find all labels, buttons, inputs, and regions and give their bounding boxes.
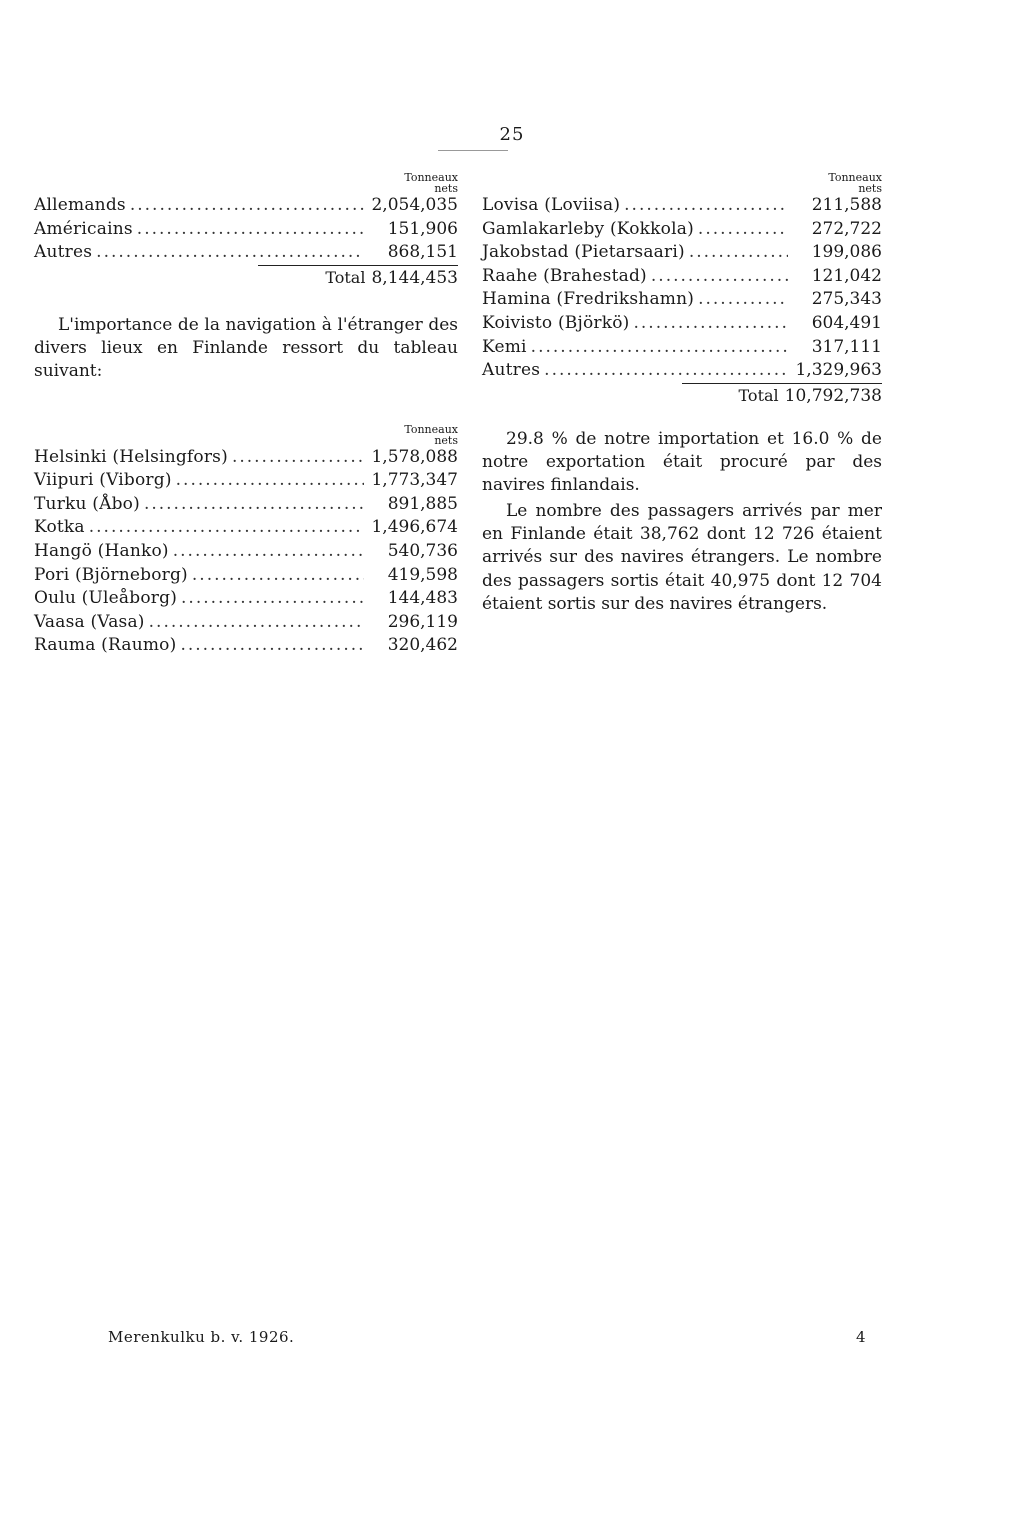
leader-dots bbox=[180, 634, 364, 658]
row-label: Autres bbox=[482, 360, 541, 381]
row-label: Gamlakarleby (Kokkola) bbox=[482, 218, 694, 239]
trade-share-paragraph: 29.8 % de notre importation et 16.0 % de notre exportation était procuré par des navires finlandais. bbox=[482, 428, 882, 496]
leader-dots bbox=[633, 312, 788, 336]
table-row bbox=[482, 241, 882, 265]
unit-header-line2: nets bbox=[434, 433, 458, 447]
table-row bbox=[34, 540, 458, 564]
row-label: Autres bbox=[34, 242, 93, 263]
leader-dots bbox=[130, 194, 364, 218]
unit-header-line2: nets bbox=[434, 182, 458, 195]
left-column bbox=[34, 172, 458, 658]
row-label: Vaasa (Vasa) bbox=[34, 611, 145, 632]
table-row bbox=[482, 312, 882, 336]
row-label: Turku (Åbo) bbox=[34, 493, 140, 514]
leader-dots bbox=[89, 516, 364, 540]
table-row bbox=[482, 336, 882, 360]
row-value: 868,151 bbox=[387, 242, 458, 263]
table-row bbox=[34, 493, 458, 517]
passengers-paragraph: Le nombre des passagers arrivés par mer en Finlande était 38,762 dont 12 726 étaient arrivés sur des navires étrangers. Le nombre des passagers sortis était 40,975 dont 12 704 étaient sortis sur des navires étrangers. bbox=[482, 500, 882, 614]
footer-publication: Merenkulku b. v. 1926. bbox=[108, 1328, 295, 1346]
nationality-total-row bbox=[34, 266, 458, 290]
footer-sheet-number: 4 bbox=[856, 1328, 866, 1346]
row-value: 419,598 bbox=[387, 564, 458, 585]
page-number: 25 bbox=[499, 124, 525, 145]
leader-dots bbox=[176, 469, 364, 493]
leader-dots bbox=[144, 493, 364, 517]
table-row bbox=[34, 241, 458, 265]
row-label: Américains bbox=[34, 218, 133, 239]
table-row bbox=[34, 469, 458, 493]
leader-dots bbox=[689, 241, 788, 265]
row-label: Viipuri (Viborg) bbox=[34, 470, 172, 491]
row-value: 1,773,347 bbox=[371, 470, 458, 491]
leader-dots bbox=[173, 540, 364, 564]
row-label: Rauma (Raumo) bbox=[34, 635, 177, 656]
right-column bbox=[482, 172, 882, 616]
row-label: Lovisa (Loviisa) bbox=[482, 195, 621, 215]
table-row bbox=[34, 587, 458, 611]
row-value: 540,736 bbox=[387, 541, 458, 562]
leader-dots bbox=[96, 241, 364, 265]
leader-dots bbox=[137, 218, 364, 242]
row-value: 891,885 bbox=[387, 493, 458, 514]
unit-header bbox=[34, 424, 458, 446]
row-label: Jakobstad (Pietarsaari) bbox=[482, 242, 685, 263]
leader-dots bbox=[232, 446, 364, 470]
leader-dots bbox=[651, 265, 788, 289]
row-label: Hamina (Fredrikshamn) bbox=[482, 289, 695, 310]
row-label: Oulu (Uleåborg) bbox=[34, 588, 178, 609]
row-value: 272,722 bbox=[811, 218, 882, 239]
leader-dots bbox=[698, 218, 788, 242]
row-label: Kemi bbox=[482, 336, 527, 357]
nationality-table bbox=[34, 194, 458, 265]
unit-header bbox=[34, 172, 458, 194]
unit-header bbox=[482, 172, 882, 194]
row-label: Pori (Björneborg) bbox=[34, 564, 188, 585]
leader-dots bbox=[531, 336, 788, 360]
row-value: 1,496,674 bbox=[371, 517, 458, 538]
row-value: 121,042 bbox=[811, 265, 882, 286]
unit-header-line1: Tonneaux bbox=[404, 171, 458, 184]
row-value: 2,054,035 bbox=[371, 195, 458, 215]
row-value: 604,491 bbox=[811, 312, 882, 333]
row-label: Helsinki (Helsingfors) bbox=[34, 446, 228, 467]
leader-dots bbox=[624, 194, 788, 218]
row-value: 1,329,963 bbox=[795, 360, 882, 381]
row-label: Koivisto (Björkö) bbox=[482, 312, 630, 333]
table-row bbox=[482, 194, 882, 218]
table-row bbox=[34, 218, 458, 242]
row-value: 320,462 bbox=[387, 635, 458, 656]
row-label: Raahe (Brahestad) bbox=[482, 265, 647, 286]
intro-paragraph: L'importance de la navigation à l'étranger des divers lieux en Finlande ressort du tableau suivant: bbox=[34, 314, 458, 382]
page-number-rule bbox=[438, 150, 508, 151]
table-row bbox=[482, 265, 882, 289]
row-label: Hangö (Hanko) bbox=[34, 541, 169, 562]
total-value: 10,792,738 bbox=[784, 385, 882, 406]
ports-table bbox=[482, 194, 882, 383]
table-row bbox=[34, 634, 458, 658]
leader-dots bbox=[698, 288, 788, 312]
ports-total-row bbox=[482, 384, 882, 408]
row-value: 151,906 bbox=[387, 218, 458, 239]
table-row bbox=[34, 194, 458, 218]
row-label: Allemands bbox=[34, 195, 126, 215]
ports-table bbox=[34, 446, 458, 658]
table-row bbox=[482, 288, 882, 312]
leader-dots bbox=[544, 359, 788, 383]
table-row bbox=[482, 218, 882, 242]
table-row bbox=[34, 446, 458, 470]
total-label: Total bbox=[738, 385, 779, 405]
row-value: 211,588 bbox=[811, 195, 882, 215]
row-value: 317,111 bbox=[811, 336, 882, 357]
table-row bbox=[34, 611, 458, 635]
row-value: 296,119 bbox=[387, 611, 458, 632]
row-value: 275,343 bbox=[811, 289, 882, 310]
row-value: 199,086 bbox=[811, 242, 882, 263]
leader-dots bbox=[149, 611, 364, 635]
row-value: 1,578,088 bbox=[371, 446, 458, 467]
row-label: Kotka bbox=[34, 517, 85, 538]
leader-dots bbox=[181, 587, 364, 611]
total-value: 8,144,453 bbox=[371, 267, 458, 288]
unit-header-line2: nets bbox=[858, 182, 882, 195]
table-row bbox=[34, 564, 458, 588]
table-row bbox=[482, 359, 882, 383]
table-row bbox=[34, 516, 458, 540]
unit-header-line1: Tonneaux bbox=[404, 422, 458, 436]
unit-header-line1: Tonneaux bbox=[828, 171, 882, 184]
leader-dots bbox=[192, 564, 364, 588]
total-label: Total bbox=[325, 267, 366, 287]
row-value: 144,483 bbox=[387, 588, 458, 609]
